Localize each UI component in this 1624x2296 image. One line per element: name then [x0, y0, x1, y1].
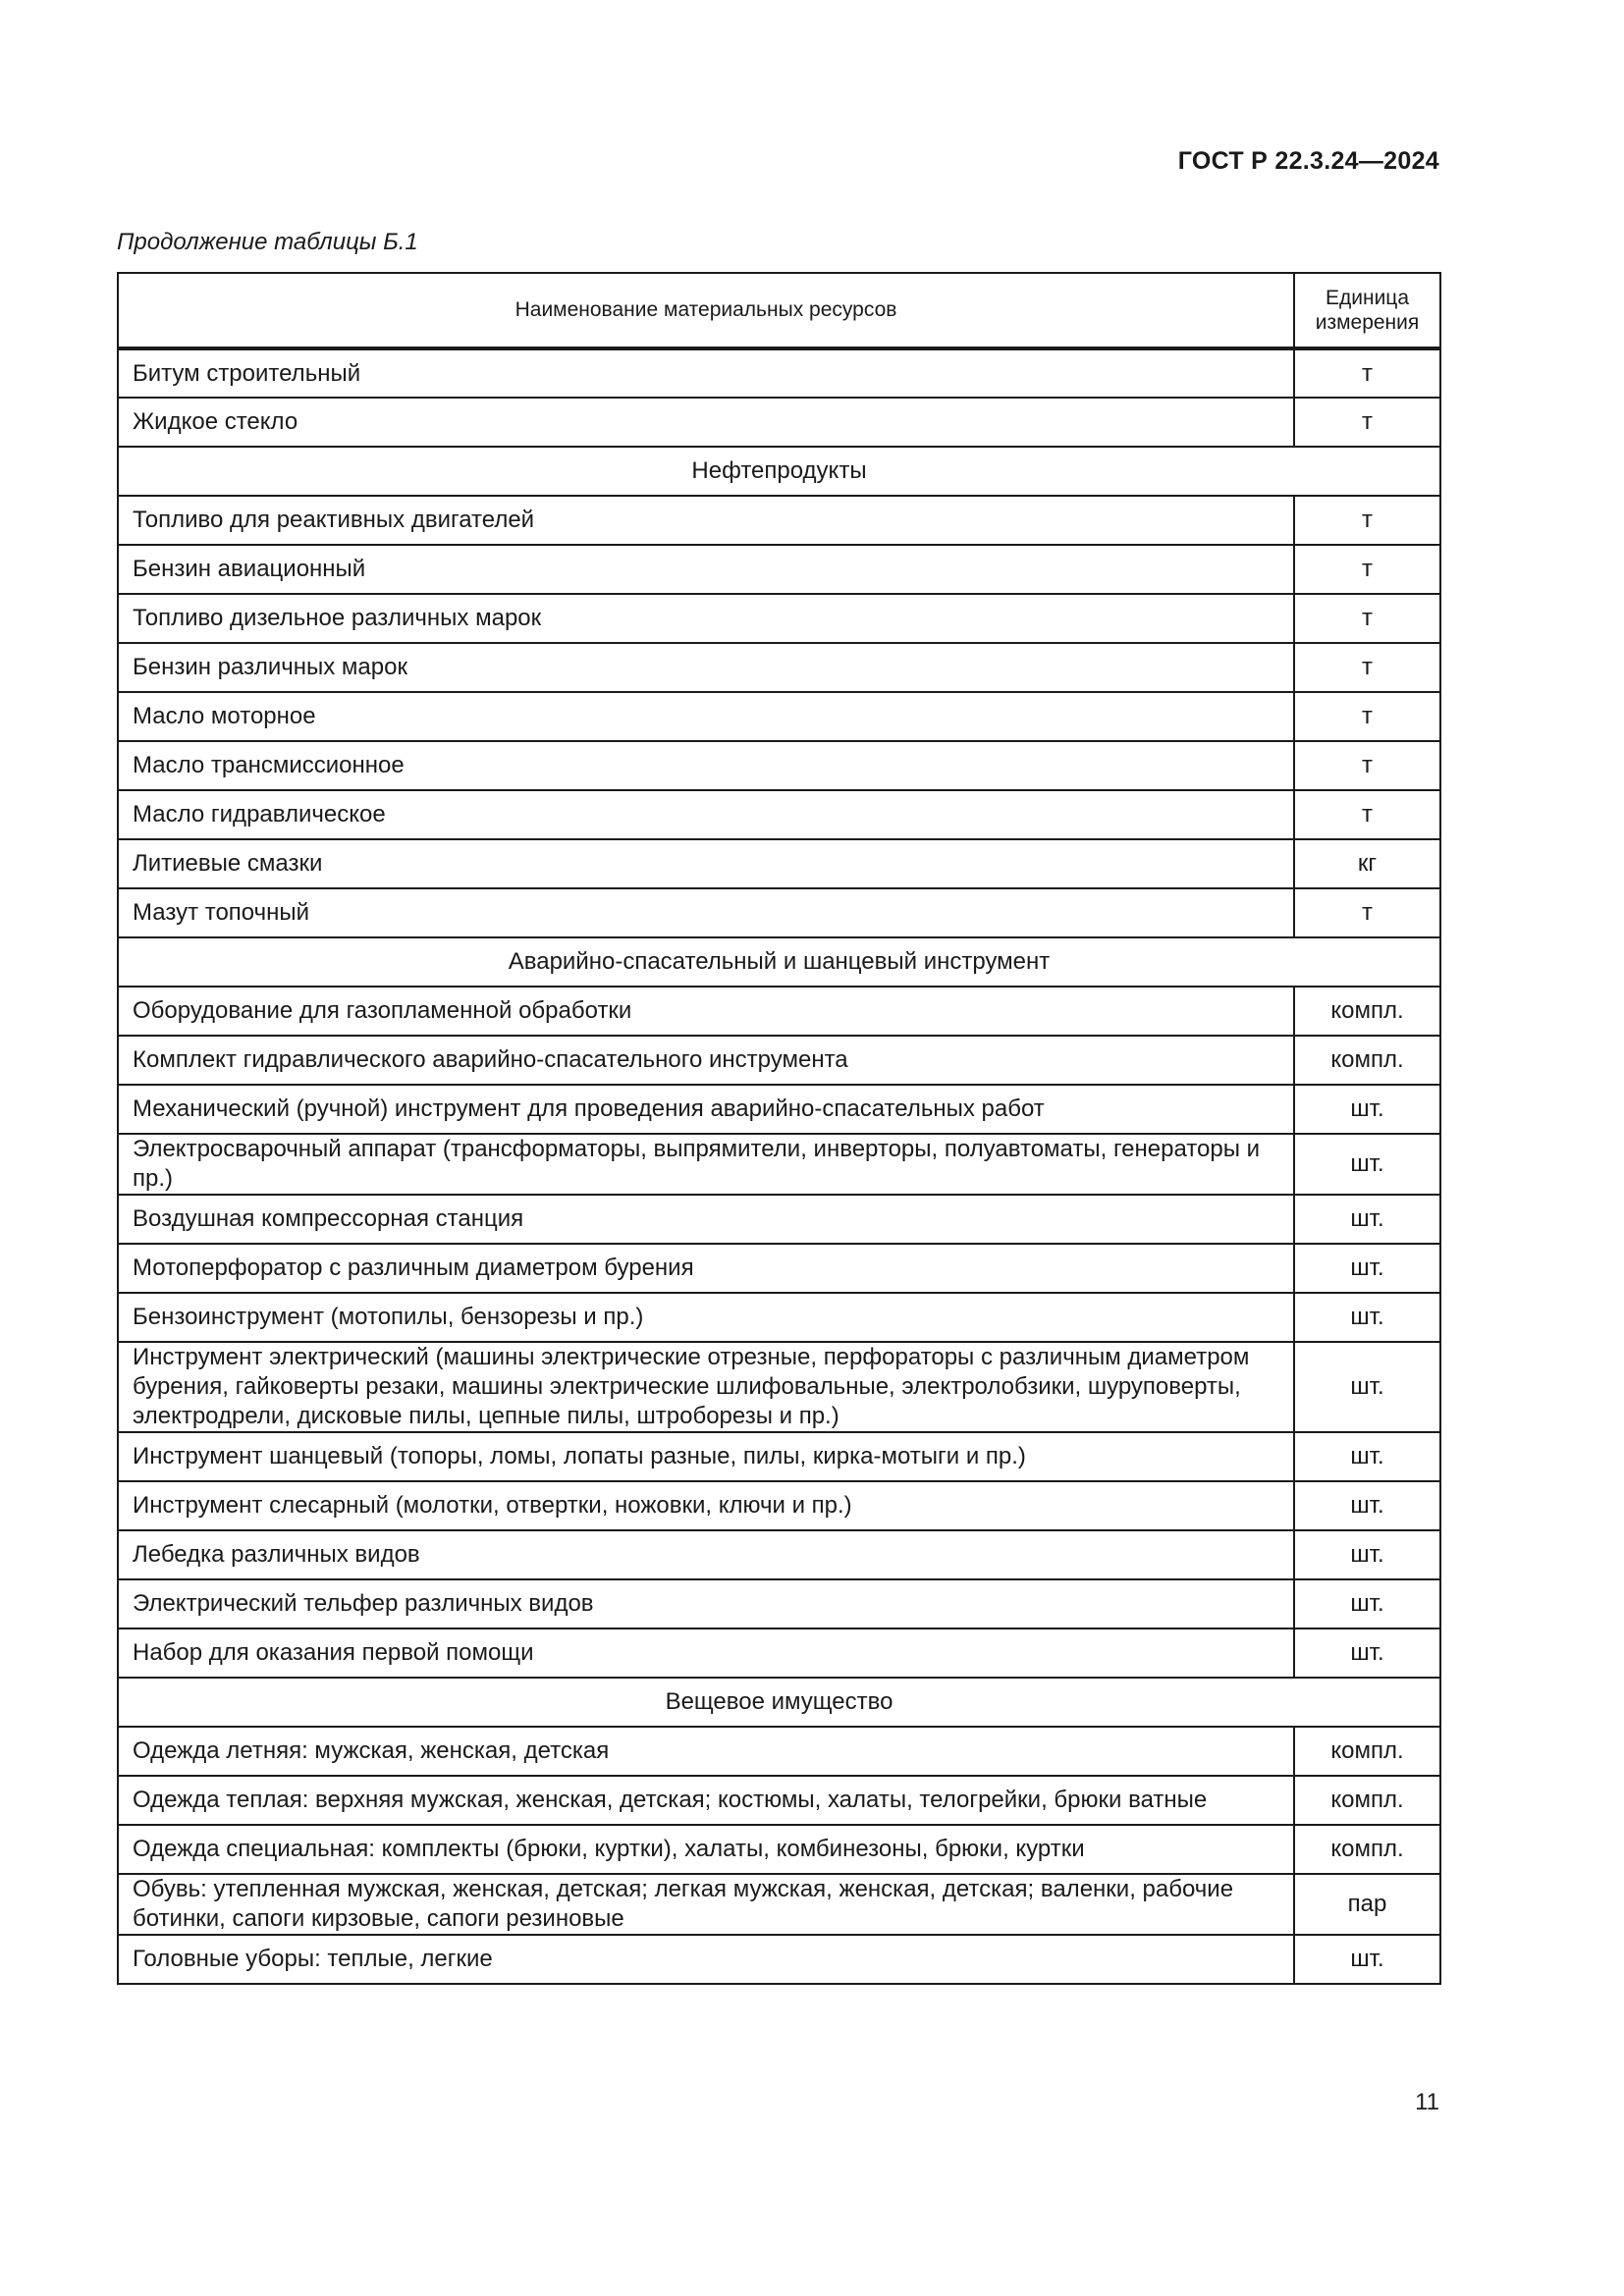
table-row	[118, 1481, 1440, 1530]
resource-name: Масло гидравлическое	[118, 790, 1294, 839]
resource-name: Воздушная компрессорная станция	[118, 1195, 1294, 1244]
resource-name: Оборудование для газопламенной обработки	[118, 987, 1294, 1036]
resource-unit: компл.	[1294, 1727, 1440, 1776]
table-row	[118, 1293, 1440, 1342]
section-row	[118, 1678, 1440, 1727]
resource-name: Инструмент слесарный (молотки, отвертки, ножовки, ключи и пр.)	[118, 1481, 1294, 1530]
resource-name: Мазут топочный	[118, 888, 1294, 937]
resource-unit: т	[1294, 888, 1440, 937]
resource-name: Набор для оказания первой помощи	[118, 1629, 1294, 1678]
resource-name: Бензин авиационный	[118, 545, 1294, 594]
resource-unit: т	[1294, 692, 1440, 741]
resource-unit: шт.	[1294, 1935, 1440, 1984]
table-row	[118, 643, 1440, 692]
resource-unit: т	[1294, 348, 1440, 398]
resource-unit: т	[1294, 594, 1440, 643]
resource-unit: шт.	[1294, 1579, 1440, 1629]
table-row	[118, 1935, 1440, 1984]
column-header-name: Наименование материальных ресурсов	[118, 273, 1294, 348]
resource-unit: шт.	[1294, 1342, 1440, 1432]
resource-name: Бензоинструмент (мотопилы, бензорезы и пр.)	[118, 1293, 1294, 1342]
resource-name: Инструмент электрический (машины электрические отрезные, перфораторы с различным диаметром бурения, гайковерты резаки, машины электрические шлифовальные, электролобзики, шуруповерты, электродрели, дисковые пилы, цепные пилы, штроборезы и пр.)	[118, 1342, 1294, 1432]
resource-name: Жидкое стекло	[118, 398, 1294, 447]
resource-unit: компл.	[1294, 987, 1440, 1036]
resource-name: Электросварочный аппарат (трансформаторы, выпрямители, инверторы, полуавтоматы, генераторы и пр.)	[118, 1134, 1294, 1195]
table-row	[118, 1579, 1440, 1629]
resource-name: Электрический тельфер различных видов	[118, 1579, 1294, 1629]
table-body	[118, 348, 1440, 1984]
resource-unit: шт.	[1294, 1134, 1440, 1195]
table-row	[118, 1874, 1440, 1935]
resource-unit: т	[1294, 790, 1440, 839]
resource-unit: шт.	[1294, 1432, 1440, 1481]
resource-unit: т	[1294, 496, 1440, 545]
section-row	[118, 937, 1440, 987]
table-row	[118, 348, 1440, 398]
resource-unit: т	[1294, 398, 1440, 447]
table-row	[118, 1085, 1440, 1134]
resource-name: Механический (ручной) инструмент для проведения аварийно-спасательных работ	[118, 1085, 1294, 1134]
resource-unit: шт.	[1294, 1481, 1440, 1530]
resource-name: Мотоперфоратор с различным диаметром бурения	[118, 1244, 1294, 1293]
table-row	[118, 1629, 1440, 1678]
resource-unit: компл.	[1294, 1825, 1440, 1874]
table-row	[118, 790, 1440, 839]
table-row	[118, 1727, 1440, 1776]
table-row	[118, 1342, 1440, 1432]
resource-unit: т	[1294, 643, 1440, 692]
table-row	[118, 545, 1440, 594]
table-row	[118, 1195, 1440, 1244]
resource-name: Топливо для реактивных двигателей	[118, 496, 1294, 545]
resource-name: Масло моторное	[118, 692, 1294, 741]
resource-unit: шт.	[1294, 1085, 1440, 1134]
column-header-unit: Единица измерения	[1294, 273, 1440, 348]
resource-unit: шт.	[1294, 1629, 1440, 1678]
resource-unit: т	[1294, 545, 1440, 594]
resource-unit: компл.	[1294, 1776, 1440, 1825]
resource-name: Одежда специальная: комплекты (брюки, куртки), халаты, комбинезоны, брюки, куртки	[118, 1825, 1294, 1874]
table-row	[118, 888, 1440, 937]
table-row	[118, 1036, 1440, 1085]
table-row	[118, 1432, 1440, 1481]
page-number: 11	[1415, 2089, 1439, 2115]
resource-unit: шт.	[1294, 1530, 1440, 1579]
section-title: Аварийно-спасательный и шанцевый инструмент	[118, 937, 1440, 987]
table-row	[118, 1244, 1440, 1293]
resource-name: Обувь: утепленная мужская, женская, детская; легкая мужская, женская, детская; валенки, рабочие ботинки, сапоги кирзовые, сапоги резиновые	[118, 1874, 1294, 1935]
resource-unit: шт.	[1294, 1244, 1440, 1293]
section-title: Нефтепродукты	[118, 447, 1440, 496]
resource-name: Одежда летняя: мужская, женская, детская	[118, 1727, 1294, 1776]
table-caption: Продолжение таблицы Б.1	[117, 229, 418, 255]
table-row	[118, 1134, 1440, 1195]
table-row	[118, 398, 1440, 447]
resource-unit: компл.	[1294, 1036, 1440, 1085]
resource-unit: шт.	[1294, 1293, 1440, 1342]
resource-unit: шт.	[1294, 1195, 1440, 1244]
resource-name: Инструмент шанцевый (топоры, ломы, лопаты разные, пилы, кирка-мотыги и пр.)	[118, 1432, 1294, 1481]
resource-name: Топливо дизельное различных марок	[118, 594, 1294, 643]
table-row	[118, 987, 1440, 1036]
resource-unit: т	[1294, 741, 1440, 790]
resource-name: Одежда теплая: верхняя мужская, женская, детская; костюмы, халаты, телогрейки, брюки ватные	[118, 1776, 1294, 1825]
resource-name: Лебедка различных видов	[118, 1530, 1294, 1579]
document-standard-number: ГОСТ Р 22.3.24—2024	[1177, 147, 1439, 175]
resource-name: Бензин различных марок	[118, 643, 1294, 692]
resource-unit: пар	[1294, 1874, 1440, 1935]
table-row	[118, 839, 1440, 888]
section-row	[118, 447, 1440, 496]
table-row	[118, 1530, 1440, 1579]
table-row	[118, 496, 1440, 545]
resource-name: Битум строительный	[118, 348, 1294, 398]
table-header-row	[118, 273, 1440, 348]
table-row	[118, 594, 1440, 643]
resource-unit: кг	[1294, 839, 1440, 888]
table-row	[118, 1825, 1440, 1874]
table-row	[118, 692, 1440, 741]
resource-name: Литиевые смазки	[118, 839, 1294, 888]
resource-name: Комплект гидравлического аварийно-спасательного инструмента	[118, 1036, 1294, 1085]
resource-name: Головные уборы: теплые, легкие	[118, 1935, 1294, 1984]
table-row	[118, 741, 1440, 790]
table-row	[118, 1776, 1440, 1825]
section-title: Вещевое имущество	[118, 1678, 1440, 1727]
resource-name: Масло трансмиссионное	[118, 741, 1294, 790]
resources-table	[117, 272, 1441, 1985]
